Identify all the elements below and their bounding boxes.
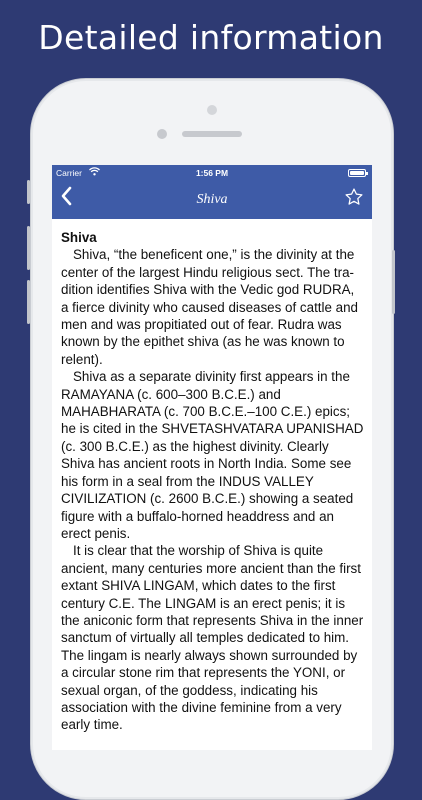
article-body xyxy=(52,219,372,734)
article-paragraph: It is clear that the worship of Shiva is quite ancient, many centuries more ancient than the first extant SHIVA LINGAM, which dates to the first century C.E. The LINGAM is an erect penis; it is the aniconic form that represents Shiva in the inner sanctum of virtually all temples dedicated to him. The lingam is nearly always shown surrounded by a circular stone rim that represents the YONI, or sexual organ, of the goddess, indicating his association with the divine feminine from a very early time. xyxy=(61,543,364,733)
app-screen xyxy=(52,165,372,750)
phone-volume-up-button xyxy=(27,226,30,270)
phone-sensor xyxy=(207,105,217,115)
phone-speaker xyxy=(182,131,242,137)
article-title: Shiva xyxy=(61,230,97,245)
status-bar xyxy=(52,165,372,182)
nav-bar xyxy=(52,182,372,219)
nav-title: Shiva xyxy=(196,192,228,207)
phone-power-button xyxy=(392,250,395,314)
phone-side-button xyxy=(27,180,30,204)
promo-headline: Detailed information xyxy=(38,18,384,57)
status-time: 1:56 PM xyxy=(195,168,229,178)
battery-icon xyxy=(348,169,366,177)
favorite-star-icon[interactable] xyxy=(344,187,364,213)
phone-volume-down-button xyxy=(27,280,30,324)
article-paragraph: Shiva as a separate divinity first appears in the RAMAYANA (c. 600–300 B.C.E.) and MAHABHARATA (c. 700 B.C.E.–100 C.E.) epics; he is cited in the SHVETASHVATARA UPANISHAD (c. 300 B.C.E.) as the highest divinity. Clearly Shiva has ancient roots in North India. Some see his form in a seal from the INDUS VALLEY CIVILIZATION (c. 2600 B.C.E.) showing a seated figure with a buffalo-horned headdress and an erect penis. xyxy=(61,369,364,541)
article-paragraph: Shiva, “the beneficent one,” is the divinity at the center of the largest Hindu religious sect. The tra-dition identifies Shiva with the Vedic god RUDRA, a fierce divinity who caused diseases of cattle and men and was propitiated out of fear. Rudra was known by the epithet shiva (as he was known to relent). xyxy=(61,247,358,367)
phone-camera xyxy=(157,129,167,139)
carrier-label: Carrier xyxy=(56,168,82,178)
